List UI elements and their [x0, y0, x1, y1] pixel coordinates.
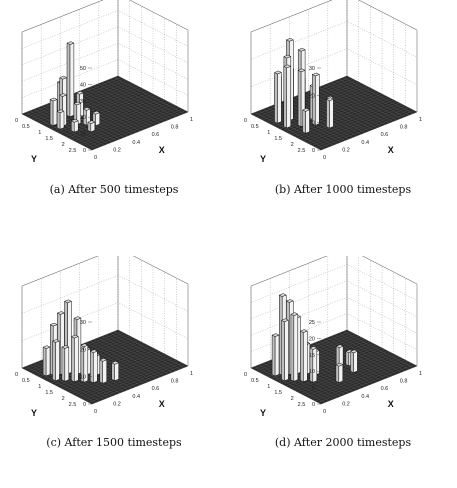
- y-tick-label: 1: [267, 130, 271, 136]
- bar-column: [100, 358, 107, 383]
- x-tick-label: 0.4: [132, 139, 141, 146]
- x-tick-label: 0.4: [361, 139, 370, 146]
- z-tick-label: 30: [79, 98, 86, 105]
- y-tick-label: 1: [38, 130, 42, 136]
- surface-chart-a: [0, 0, 228, 180]
- y-tick-label: 1.5: [45, 390, 53, 396]
- z-tick-label: 5: [311, 385, 315, 392]
- x-tick-label: 1: [190, 371, 194, 377]
- caption-d: (d) After 2000 timesteps: [274, 436, 412, 449]
- z-tick-label: 30: [79, 320, 86, 326]
- x-axis-label: X: [158, 145, 165, 156]
- bar-column: [284, 65, 291, 128]
- x-tick-label: 0: [323, 409, 327, 415]
- z-tick-label: 20: [308, 93, 315, 100]
- z-tick-label: 0: [82, 402, 86, 408]
- x-tick-label: 0.6: [151, 386, 160, 393]
- y-axis-label: Y: [31, 154, 38, 164]
- y-tick-label: 1.5: [274, 136, 282, 142]
- x-tick-label: 1: [419, 117, 423, 123]
- bar-column: [67, 42, 74, 117]
- x-tick-label: 0.8: [399, 378, 408, 385]
- bar-column: [57, 110, 64, 130]
- caption-b: (b) After 1000 timesteps: [274, 183, 412, 196]
- y-tick-label: 0.5: [22, 378, 30, 384]
- z-tick-label: 0: [311, 402, 315, 408]
- y-tick-label: 2: [290, 396, 294, 402]
- y-tick-label: 2.5: [68, 402, 77, 408]
- y-tick-label: 2.5: [297, 402, 306, 408]
- x-tick-label: 1: [190, 117, 194, 123]
- surface-chart-c: [0, 256, 228, 434]
- z-tick-label: 10: [308, 120, 315, 127]
- x-tick-label: 0.2: [342, 147, 350, 154]
- z-tick-label: 10: [79, 131, 86, 138]
- bar-column: [351, 350, 358, 373]
- y-tick-label: 0.5: [251, 378, 259, 384]
- y-tick-label: 0.5: [22, 124, 30, 130]
- x-axis-label: X: [387, 145, 394, 156]
- y-tick-label: 0: [243, 372, 247, 378]
- y-tick-label: 2: [61, 142, 65, 148]
- x-tick-label: 0.6: [151, 132, 160, 139]
- z-tick-label: 15: [308, 352, 315, 359]
- x-tick-label: 0.4: [132, 393, 141, 400]
- bar-column: [50, 98, 57, 126]
- x-tick-label: 0: [94, 155, 98, 161]
- bar-column: [310, 346, 317, 382]
- bar-column: [71, 119, 78, 132]
- x-tick-label: 0.2: [113, 401, 121, 408]
- bar-column: [327, 98, 334, 128]
- bar-column: [88, 121, 95, 132]
- bar-column: [43, 346, 50, 376]
- bar-column: [282, 319, 289, 381]
- y-tick-label: 1.5: [45, 136, 53, 142]
- surface-chart-b: [229, 0, 457, 180]
- y-tick-label: 0: [14, 372, 18, 378]
- z-tick-label: 30: [308, 66, 315, 72]
- x-tick-label: 0: [94, 409, 98, 415]
- z-tick-label: 20: [308, 336, 315, 343]
- z-tick-label: 0: [82, 148, 86, 154]
- bar-column: [275, 71, 282, 123]
- z-tick-label: 10: [79, 374, 86, 381]
- caption-a: (a) After 500 timesteps: [49, 183, 179, 196]
- x-tick-label: 0.6: [380, 132, 389, 139]
- y-axis-label: Y: [31, 408, 38, 418]
- z-tick-label: 40: [79, 82, 86, 89]
- x-axis-label: X: [387, 399, 394, 410]
- y-tick-label: 0.5: [251, 124, 259, 130]
- y-tick-label: 2: [61, 396, 65, 402]
- panel-d: [229, 256, 457, 488]
- x-tick-label: 0.4: [361, 393, 370, 400]
- panel-a: [0, 0, 228, 232]
- bar-column: [291, 313, 298, 382]
- bar-column: [300, 330, 307, 382]
- y-tick-label: 2.5: [297, 148, 306, 154]
- bar-column: [90, 350, 97, 383]
- x-tick-label: 1: [419, 371, 423, 377]
- bar-column: [53, 340, 60, 381]
- surface-chart-d: [229, 256, 457, 434]
- z-tick-label: 20: [79, 115, 86, 122]
- x-tick-label: 0.2: [113, 147, 121, 154]
- z-tick-label: 10: [308, 369, 315, 376]
- x-tick-label: 0.8: [170, 124, 179, 131]
- x-tick-label: 0.8: [170, 378, 179, 385]
- x-tick-label: 0: [323, 155, 327, 161]
- panel-b: [229, 0, 457, 232]
- y-tick-label: 0: [243, 118, 247, 124]
- bar-column: [112, 361, 119, 381]
- bar-column: [71, 335, 78, 382]
- y-axis-label: Y: [260, 408, 267, 418]
- z-tick-label: 50: [79, 66, 86, 72]
- x-tick-label: 0.8: [399, 124, 408, 131]
- y-tick-label: 2.5: [68, 148, 77, 154]
- panel-c: [0, 256, 228, 488]
- x-axis-label: X: [158, 399, 165, 410]
- bar-column: [272, 334, 279, 376]
- y-tick-label: 1: [38, 384, 42, 390]
- y-tick-label: 1: [267, 384, 271, 390]
- z-tick-label: 20: [79, 347, 86, 354]
- y-tick-label: 2: [290, 142, 294, 148]
- z-tick-label: 25: [308, 320, 315, 326]
- y-tick-label: 1.5: [274, 390, 282, 396]
- x-tick-label: 0.6: [380, 386, 389, 393]
- y-axis-label: Y: [260, 154, 267, 164]
- y-tick-label: 0: [14, 118, 18, 124]
- bar-column: [62, 345, 69, 381]
- z-tick-label: 0: [311, 148, 315, 154]
- bar-column: [336, 363, 343, 383]
- caption-c: (c) After 1500 timesteps: [46, 436, 182, 449]
- x-tick-label: 0.2: [342, 401, 350, 408]
